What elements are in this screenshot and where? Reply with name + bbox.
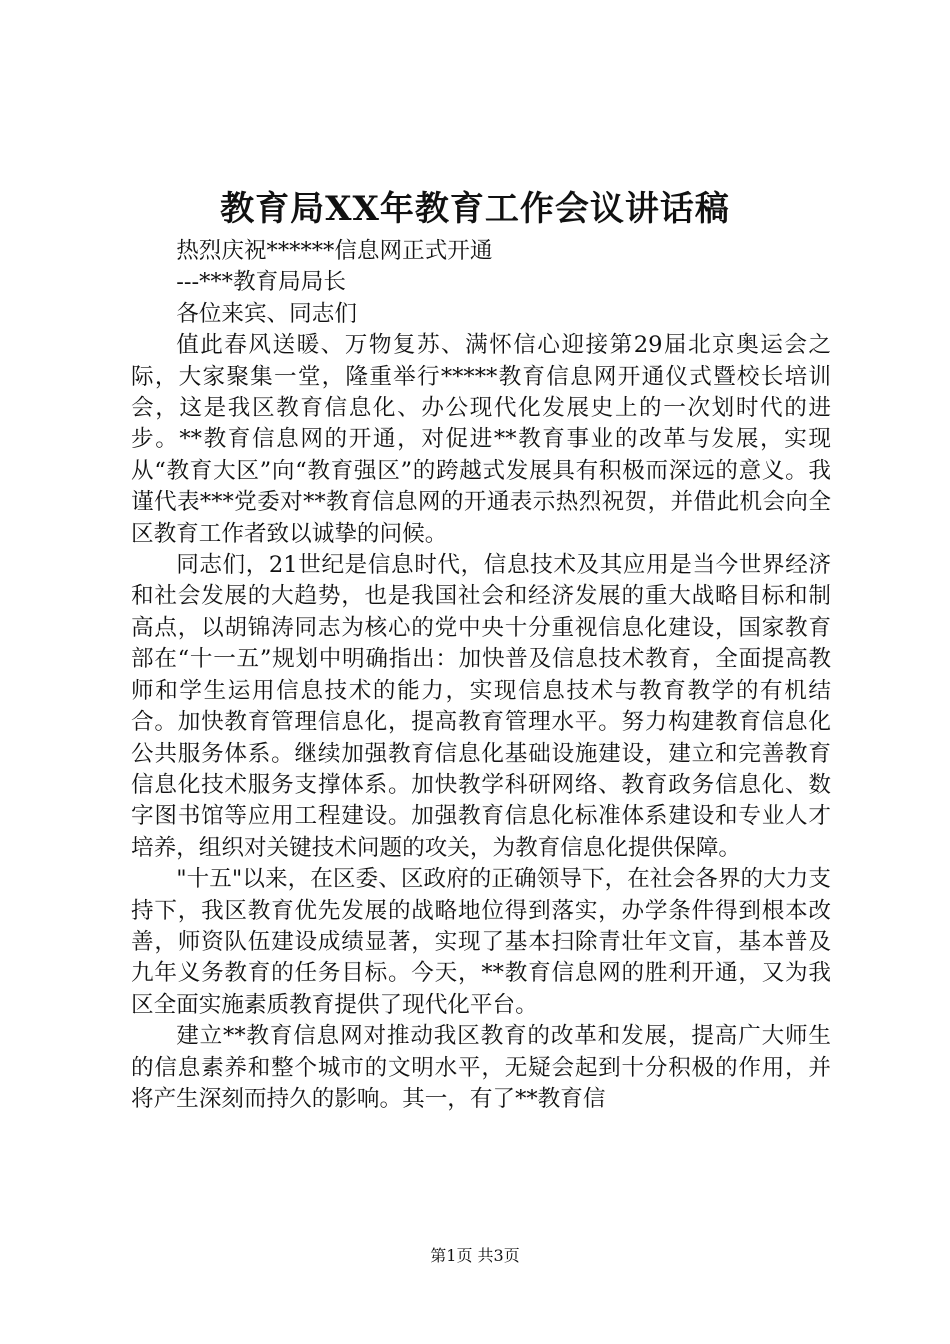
body-paragraph: 同志们，21世纪是信息时代，信息技术及其应用是当今世界经济和社会发展的大趋势，也是我国社会和经济发展的重大战略目标和制高点，以胡锦涛同志为核心的党中央十分重视信息化建设，国家教育部在“十一五”规划中明确指出：加快普及信息技术教育，全面提高教师和学生运用信息技术的能力，实现信息技术与教育教学的有机结合。加快教育管理信息化，提高教育管理水平。努力构建教育信息化公共服务体系。继续加强教育信息化基础设施建设，建立和完善教育信息化技术服务支撑体系。加快教学科研网络、教育政务信息化、数字图书馆等应用工程建设。加强教育信息化标准体系建设和专业人才培养，组织对关键技术问题的攻关，为教育信息化提供保障。	[131, 552, 831, 861]
salutation-line: 各位来宾、同志们	[176, 300, 357, 327]
celebration-line: 热烈庆祝******信息网正式开通	[176, 238, 493, 264]
document-title: 教育局XX年教育工作会议讲话稿	[220, 189, 730, 229]
speaker-line: ---***教育局局长	[176, 269, 346, 296]
body-paragraph: 建立**教育信息网对推动我区教育的改革和发展，提高广大师生的信息素养和整个城市的文明水平，无疑会起到十分积极的作用，并将产生深刻而持久的影响。其一，有了**教育信	[131, 1023, 831, 1112]
page-footer: 第1页 共3页	[430, 1246, 520, 1265]
document-body	[131, 236, 831, 1115]
body-paragraph: 值此春风送暖、万物复苏、满怀信心迎接第29届北京奥运会之际，大家聚集一堂，隆重举行*****教育信息网开通仪式暨校长培训会，这是我区教育信息化、办公现代化发展史上的一次划时代的进步。**教育信息网的开通，对促进**教育事业的改革与发展，实现从“教育大区”向“教育强区”的跨越式发展具有积极而深远的意义。我谨代表***党委对**教育信息网的开通表示热烈祝贺，并借此机会向全区教育工作者致以诚挚的问候。	[131, 332, 831, 547]
body-paragraph: "十五"以来，在区委、区政府的正确领导下，在社会各界的大力支持下，我区教育优先发展的战略地位得到落实，办学条件得到根本改善，师资队伍建设成绩显著，实现了基本扫除青壮年文盲，基本普及九年义务教育的任务目标。今天，**教育信息网的胜利开通，又为我区全面实施素质教育提供了现代化平台。	[131, 866, 831, 1018]
